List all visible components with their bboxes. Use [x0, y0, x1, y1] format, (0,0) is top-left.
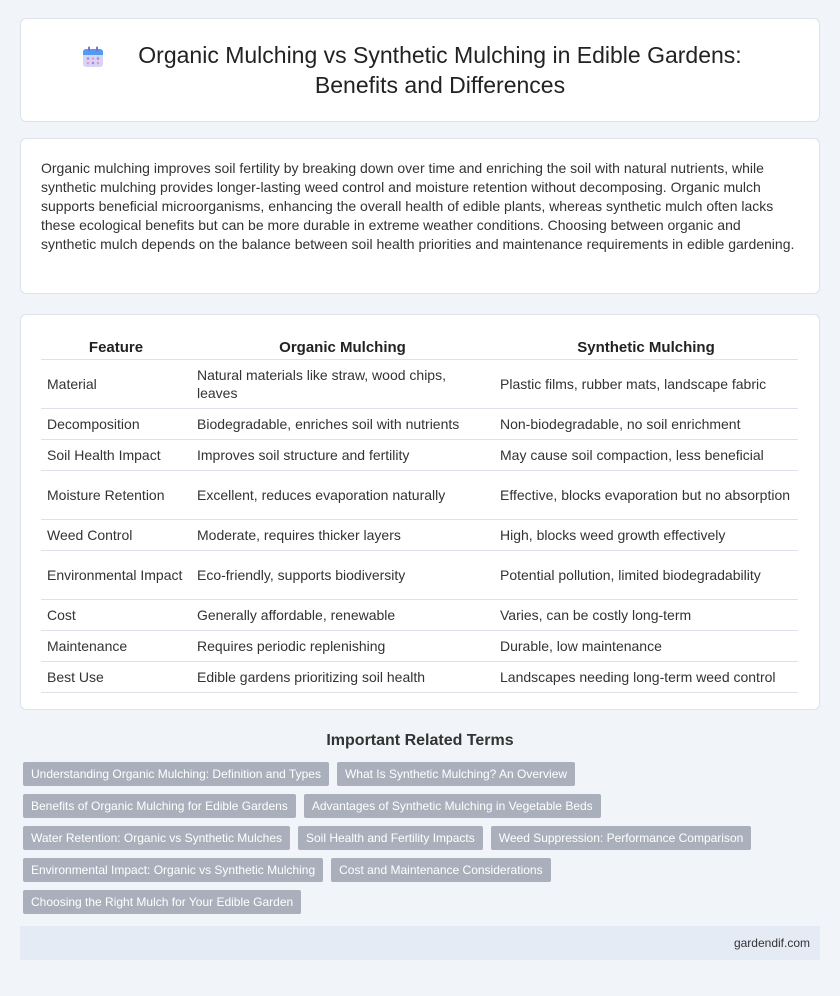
table-row: [41, 360, 798, 409]
organic-cell: Generally affordable, renewable: [191, 600, 494, 631]
feature-cell: Maintenance: [41, 631, 191, 662]
related-term-tag[interactable]: Benefits of Organic Mulching for Edible Gardens: [23, 794, 296, 818]
organic-cell: Edible gardens prioritizing soil health: [191, 662, 494, 693]
feature-cell: Material: [41, 360, 191, 409]
feature-cell: Weed Control: [41, 520, 191, 551]
comparison-table-card: [20, 314, 820, 710]
header-synthetic: Synthetic Mulching: [494, 337, 798, 360]
synthetic-cell: Potential pollution, limited biodegradability: [494, 551, 798, 600]
feature-cell: Best Use: [41, 662, 191, 693]
organic-cell: Moderate, requires thicker layers: [191, 520, 494, 551]
table-row: [41, 551, 798, 600]
summary-paragraph: Organic mulching improves soil fertility by breaking down over time and enriching the soil with natural nutrients, while synthetic mulching provides longer-lasting weed control and moisture retention without decomposing. Organic mulch supports beneficial microorganisms, enhancing the overall health of edible plants, whereas synthetic mulch often lacks these ecological benefits but can be more durable in extreme weather conditions. Choosing between organic and synthetic mulch depends on the balance between soil health priorities and maintenance requirements in edible gardening.: [41, 160, 795, 252]
related-terms-list: [23, 762, 820, 914]
feature-cell: Decomposition: [41, 409, 191, 440]
calendar-icon: [80, 44, 106, 70]
header-organic: Organic Mulching: [191, 337, 494, 360]
comparison-table: [41, 337, 798, 693]
feature-cell: Cost: [41, 600, 191, 631]
related-term-tag[interactable]: Weed Suppression: Performance Comparison: [491, 826, 752, 850]
related-term-tag[interactable]: Environmental Impact: Organic vs Synthetic Mulching: [23, 858, 323, 882]
summary-card: [20, 138, 820, 294]
organic-cell: Excellent, reduces evaporation naturally: [191, 471, 494, 520]
header-feature: Feature: [41, 337, 191, 360]
synthetic-cell: Effective, blocks evaporation but no absorption: [494, 471, 798, 520]
related-terms-title: Important Related Terms: [326, 732, 514, 749]
organic-cell: Biodegradable, enriches soil with nutrients: [191, 409, 494, 440]
related-term-tag[interactable]: Advantages of Synthetic Mulching in Vegetable Beds: [304, 794, 601, 818]
organic-cell: Eco-friendly, supports biodiversity: [191, 551, 494, 600]
related-term-tag[interactable]: Choosing the Right Mulch for Your Edible Garden: [23, 890, 301, 914]
synthetic-cell: Landscapes needing long-term weed control: [494, 662, 798, 693]
table-row: [41, 520, 798, 551]
table-row: [41, 440, 798, 471]
synthetic-cell: Plastic films, rubber mats, landscape fabric: [494, 360, 798, 409]
related-term-tag[interactable]: Cost and Maintenance Considerations: [331, 858, 550, 882]
table-row: [41, 662, 798, 693]
synthetic-cell: Varies, can be costly long-term: [494, 600, 798, 631]
related-term-tag[interactable]: Soil Health and Fertility Impacts: [298, 826, 483, 850]
related-term-tag[interactable]: What Is Synthetic Mulching? An Overview: [337, 762, 575, 786]
synthetic-cell: Durable, low maintenance: [494, 631, 798, 662]
synthetic-cell: May cause soil compaction, less beneficial: [494, 440, 798, 471]
site-name[interactable]: gardendif.com: [733, 936, 810, 950]
header: [80, 40, 760, 100]
synthetic-cell: High, blocks weed growth effectively: [494, 520, 798, 551]
table-row: [41, 409, 798, 440]
feature-cell: Moisture Retention: [41, 471, 191, 520]
synthetic-cell: Non-biodegradable, no soil enrichment: [494, 409, 798, 440]
feature-cell: Soil Health Impact: [41, 440, 191, 471]
table-row: [41, 471, 798, 520]
organic-cell: Improves soil structure and fertility: [191, 440, 494, 471]
related-term-tag[interactable]: Understanding Organic Mulching: Definition and Types: [23, 762, 329, 786]
feature-cell: Environmental Impact: [41, 551, 191, 600]
header-card: [20, 18, 820, 122]
footer: [20, 926, 820, 960]
table-row: [41, 631, 798, 662]
organic-cell: Requires periodic replenishing: [191, 631, 494, 662]
organic-cell: Natural materials like straw, wood chips, leaves: [191, 360, 494, 409]
page-title: Organic Mulching vs Synthetic Mulching in Edible Gardens: Benefits and Differences: [138, 42, 742, 98]
related-term-tag[interactable]: Water Retention: Organic vs Synthetic Mulches: [23, 826, 290, 850]
table-row: [41, 600, 798, 631]
table-header-row: [41, 337, 798, 360]
